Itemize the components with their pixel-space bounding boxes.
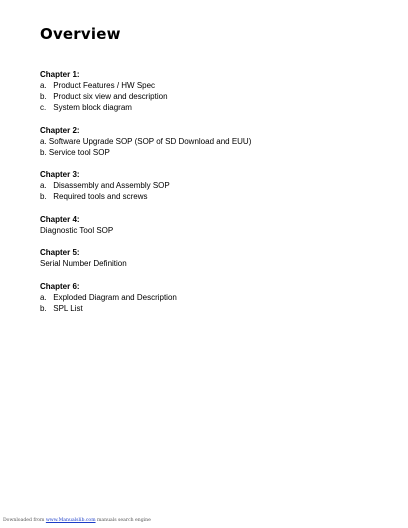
item-text: SPL List: [53, 303, 83, 313]
item-text: Exploded Diagram and Description: [53, 292, 177, 302]
chapter-6-heading: Chapter 6:: [40, 281, 80, 291]
chapter-3-item-a: [40, 180, 370, 191]
chapter-4-item: [40, 225, 370, 236]
chapter-5-heading: Chapter 5:: [40, 248, 80, 257]
item-text: Software Upgrade SOP (SOP of SD Download and EUU): [48, 136, 252, 146]
chapter-2-item-b: [40, 147, 370, 158]
item-marker: b.: [40, 147, 47, 157]
chapter-2-item-a: [40, 136, 370, 147]
chapter-3-item-b: [40, 191, 370, 202]
item-marker: b.: [40, 92, 47, 101]
chapter-1: [40, 69, 370, 113]
chapter-1-item-a: [40, 80, 370, 91]
footer-suffix: manuals search engine: [97, 518, 151, 523]
chapter-3: [40, 169, 370, 202]
item-marker: a.: [40, 81, 47, 90]
item-marker: a.: [40, 292, 47, 302]
chapter-6-item-a: [40, 292, 370, 303]
item-marker: a.: [40, 136, 47, 146]
item-text: Serial Number Definition: [40, 259, 127, 268]
chapter-4-heading: Chapter 4:: [40, 214, 80, 224]
footer-prefix: Downloaded from: [3, 518, 45, 523]
chapter-5-item: [40, 258, 370, 269]
item-text: System block diagram: [53, 103, 132, 112]
chapter-1-item-b: [40, 91, 370, 102]
item-text: Product six view and description: [53, 92, 168, 101]
chapter-list: [40, 69, 370, 325]
download-footer: [3, 518, 151, 524]
item-text: Service tool SOP: [48, 147, 110, 157]
item-text: Product Features / HW Spec: [53, 81, 156, 90]
item-marker: b.: [40, 303, 47, 313]
item-text: Diagnostic Tool SOP: [40, 225, 114, 235]
chapter-1-item-c: [40, 102, 370, 113]
chapter-4: [40, 214, 370, 236]
footer-link[interactable]: www.Manualslib.com: [45, 518, 96, 523]
item-marker: a.: [40, 181, 47, 190]
item-text: Required tools and screws: [53, 192, 148, 201]
item-marker: c.: [40, 103, 47, 112]
chapter-6: [40, 281, 370, 314]
item-marker: b.: [40, 192, 47, 201]
page-title: Overview: [40, 25, 121, 43]
chapter-2: [40, 125, 370, 158]
chapter-6-item-b: [40, 303, 370, 314]
chapter-1-heading: Chapter 1:: [40, 70, 80, 79]
chapter-5: [40, 247, 370, 269]
chapter-3-heading: Chapter 3:: [40, 170, 80, 179]
item-text: Disassembly and Assembly SOP: [53, 181, 170, 190]
chapter-2-heading: Chapter 2:: [40, 125, 80, 135]
